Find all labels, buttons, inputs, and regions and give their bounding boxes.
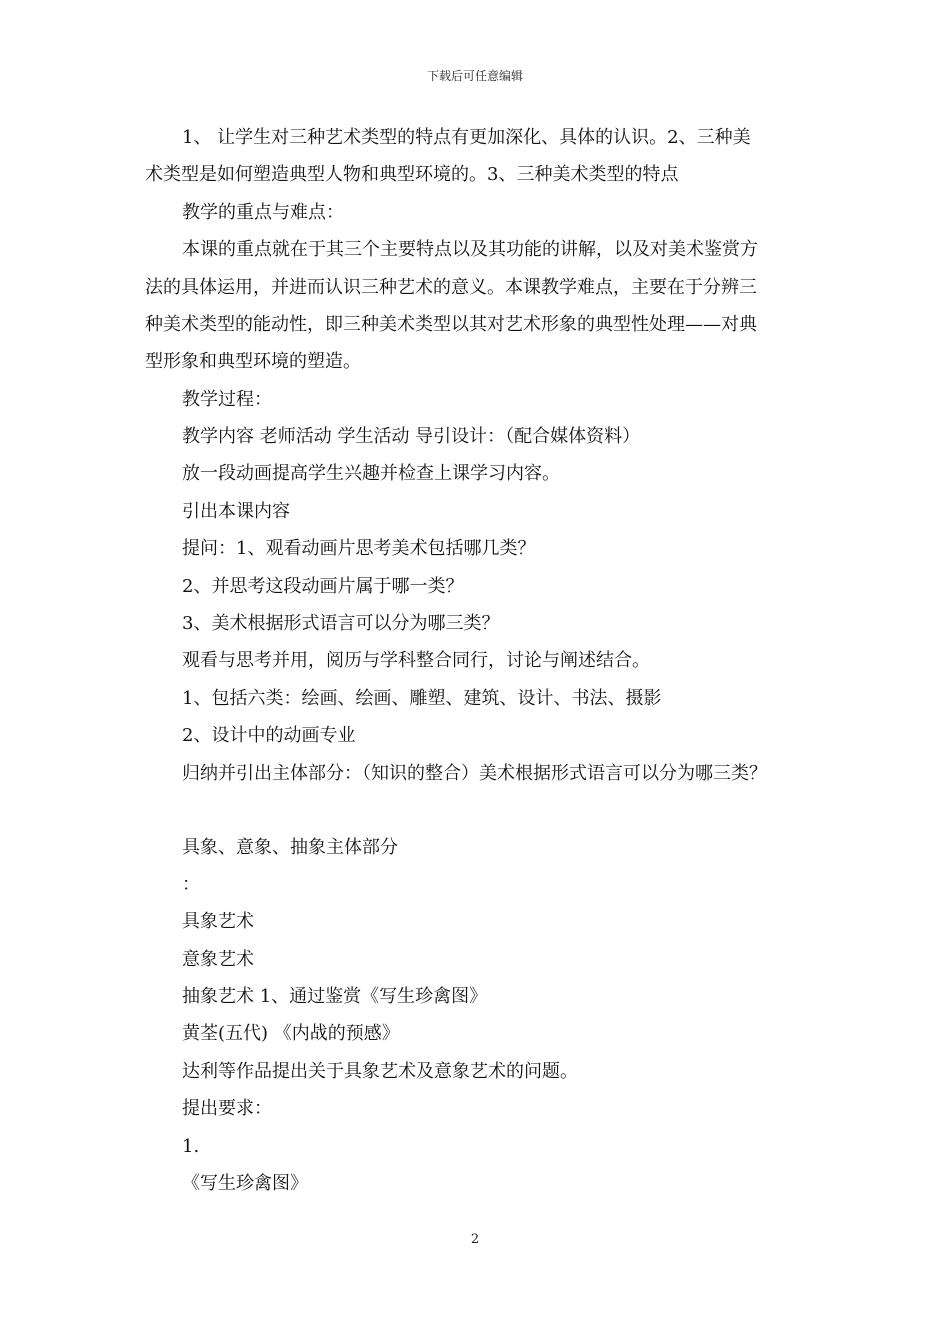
paragraph-line: 观看与思考并用，阅历与学科整合同行，讨论与阐述结合。 — [182, 650, 650, 671]
paragraph-line: ： — [182, 874, 200, 895]
section-heading: 教学过程： — [182, 389, 272, 410]
paragraph-line: 种美术类型的能动性，即三种美术类型以其对艺术形象的典型性处理——对典 — [145, 314, 757, 335]
paragraph-line: 术类型是如何塑造典型人物和典型环境的。3、三种美术类型的特点 — [145, 164, 679, 185]
paragraph-line: 本课的重点就在于其三个主要特点以及其功能的讲解，以及对美术鉴赏方 — [182, 239, 758, 260]
paragraph-line: 教学内容 老师活动 学生活动 导引设计：（配合媒体资料） — [182, 426, 641, 447]
paragraph-line: 1. — [182, 1136, 200, 1157]
paragraph-line: 2、并思考这段动画片属于哪一类？ — [182, 576, 464, 597]
page-number: 2 — [470, 1232, 480, 1247]
paragraph-line: 2、设计中的动画专业 — [182, 725, 356, 746]
paragraph-line: 归纳并引出主体部分：（知识的整合）美术根据形式语言可以分为哪三类？ — [182, 763, 767, 784]
paragraph-line: 抽象艺术 1、通过鉴赏《写生珍禽图》 — [182, 986, 488, 1007]
paragraph-line: 3、美术根据形式语言可以分为哪三类？ — [182, 613, 500, 634]
paragraph-line: 法的具体运用，并进而认识三种艺术的意义。本课教学难点，主要在于分辨三 — [145, 277, 757, 298]
paragraph-line: 放一段动画提高学生兴趣并检查上课学习内容。 — [182, 463, 560, 484]
paragraph-line: 引出本课内容 — [182, 501, 290, 522]
paragraph-line: 提出要求： — [182, 1098, 272, 1119]
paragraph-line: 达利等作品提出关于具象艺术及意象艺术的问题。 — [182, 1061, 578, 1082]
paragraph-line: 具象、意象、抽象主体部分 — [182, 837, 398, 858]
paragraph-line: 意象艺术 — [182, 949, 254, 970]
paragraph-line: 提问：1、观看动画片思考美术包括哪几类？ — [182, 538, 536, 559]
page-header: 下载后可任意编辑 — [426, 69, 523, 83]
paragraph-line: 《写生珍禽图》 — [182, 1173, 308, 1194]
paragraph-line: 型形象和典型环境的塑造。 — [145, 351, 361, 372]
paragraph-line: 黄荃(五代) 《内战的预感》 — [182, 1023, 400, 1044]
section-heading: 教学的重点与难点： — [182, 202, 344, 223]
paragraph-line: 1、包括六类：绘画、绘画、雕塑、建筑、设计、书法、摄影 — [182, 688, 662, 709]
paragraph-line: 1、 让学生对三种艺术类型的特点有更加深化、具体的认识。2、三种美 — [182, 127, 751, 148]
paragraph-line: 具象艺术 — [182, 911, 254, 932]
